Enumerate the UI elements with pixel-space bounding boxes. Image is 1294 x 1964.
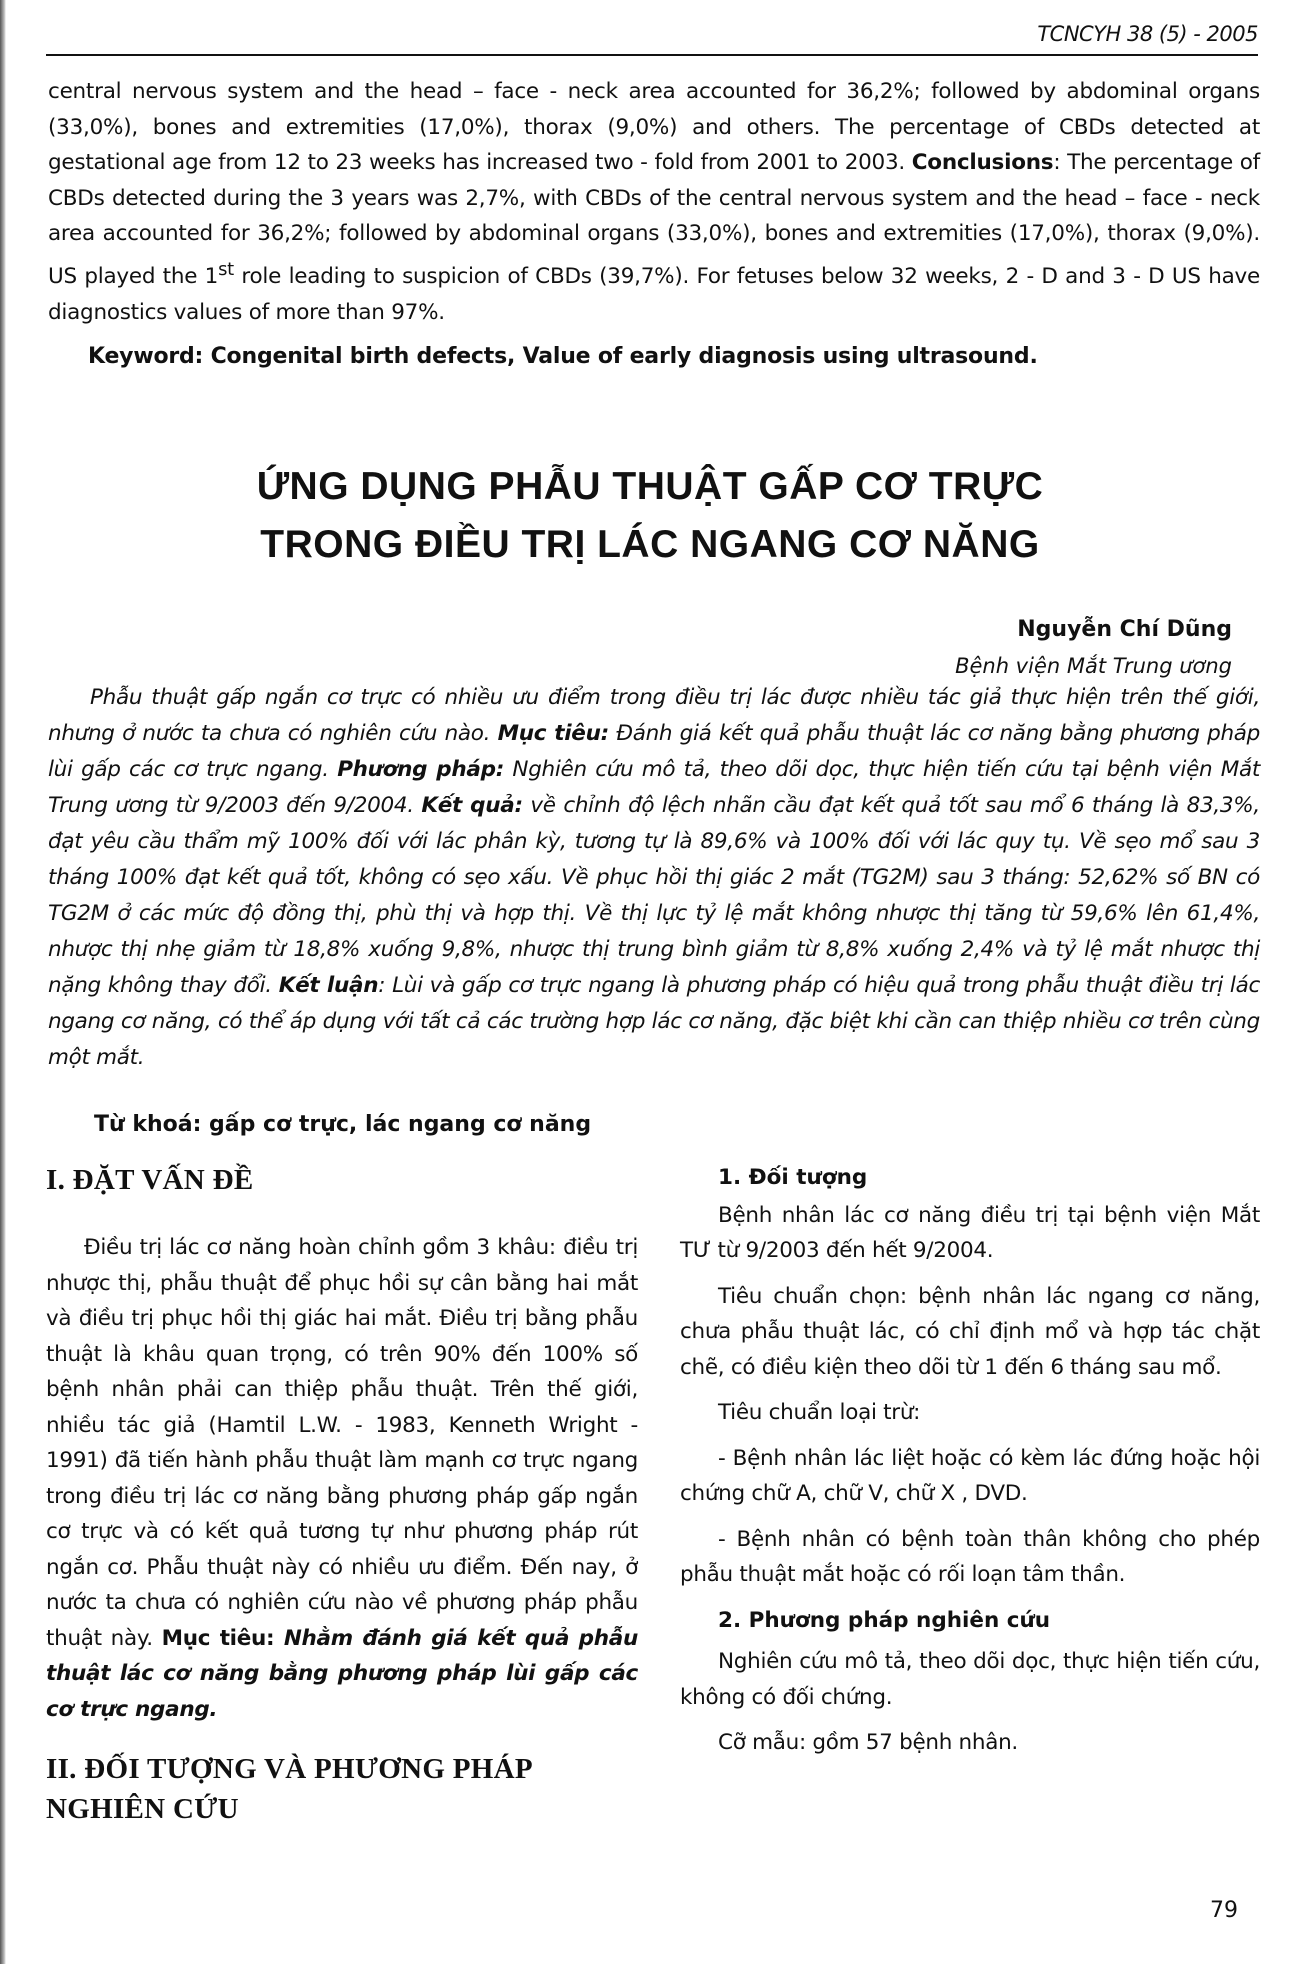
section-2-heading-line-2: NGHIÊN CỨU <box>46 1793 239 1825</box>
journal-header: TCNCYH 38 (5) - 2005 <box>1037 22 1258 46</box>
author-name: Nguyễn Chí Dũng <box>1017 617 1232 642</box>
conclusions-text: : The percentage of CBDs detected during the 3 years was 2,7%, with CBDs of the central nervous system and the head – face - neck area accounted for 36,2%; followed by abdominal organs (33,0%), bones and extremities (17,0%), thorax (9,0%). US played the 1 <box>48 150 1260 290</box>
section-2-heading-line-1: II. ĐỐI TƯỢNG VÀ PHƯƠNG PHÁP <box>46 1753 533 1785</box>
method-label: Phương pháp: <box>337 757 505 782</box>
author-affiliation: Bệnh viện Mắt Trung ương <box>955 654 1232 678</box>
ordinal-superscript: st <box>218 258 234 280</box>
section-2-heading <box>46 1749 638 1829</box>
right-column <box>680 1160 1260 1761</box>
english-abstract <box>48 74 1260 330</box>
section-1-text: Điều trị lác cơ năng hoàn chỉnh gồm 3 khâu: điều trị nhược thị, phẫu thuật để phục hồi sự cân bằng hai mắt và điều trị phục hồi thị giác hai mắt. Điều trị bằng phẫu thuật là khâu quan trọng, có trên 90% đến 100% số bệnh nhân phải can thiệp phẫu thuật. Trên thế giới, nhiều tác giả (Hamtil L.W. - 1983, Kenneth Wright - 1991) đã tiến hành phẫu thuật làm mạnh cơ trực ngang trong điều trị lác cơ năng bằng phương pháp gấp ngắn cơ trực và có kết quả tương tự như phương pháp rút ngắn cơ. Phẫu thuật này có nhiều ưu điểm. Đến nay, ở nước ta chưa có nghiên cứu nào về phương pháp phẫu thuật này. <box>46 1235 638 1651</box>
results-label: Kết quả: <box>421 793 523 818</box>
method-text: Nghiên cứu mô tả, theo dõi dọc, thực hiện tiến cứu tại bệnh viện Mắt Trung ương từ 9/2003 đến 9/2004. <box>48 757 1261 818</box>
header-rule <box>46 54 1258 56</box>
english-keywords: Keyword: Congenital birth defects, Value of early diagnosis using ultrasound. <box>88 344 1038 369</box>
objective-text: Đánh giá kết quả phẫu thuật lác cơ năng bằng phương pháp lùi gấp các cơ trực ngang. <box>48 721 1260 782</box>
method-paragraph: Nghiên cứu mô tả, theo dõi dọc, thực hiện tiến cứu, không có đối chứng. <box>680 1649 1260 1710</box>
section-1-heading: I. ĐẶT VẤN ĐỀ <box>46 1164 254 1196</box>
results-text: về chỉnh độ lệch nhãn cầu đạt kết quả tốt sau mổ 6 tháng là 83,3%, đạt yêu cầu thẩm mỹ 100% đối với lác phân kỳ, tương tự là 89,6% và 100% đối với lác quy tụ. Về sẹo mổ sau 3 tháng 100% đạt kết quả tốt, không có sẹo xấu. Về phục hồi thị giác 2 mắt (TG2M) sau 3 tháng: 52,62% số BN có TG2M ở các mức độ đồng thị, phù thị và hợp thị. Về thị lực tỷ lệ mắt không nhược thị tăng từ 59,6% lên 61,4%, nhược thị nhẹ giảm từ 18,8% xuống 9,8%, nhược thị trung bình giảm từ 8,8% xuống 2,4% và tỷ lệ mắt nhược thị nặng không thay đổi. <box>48 793 1260 998</box>
sample-size-paragraph: Cỡ mẫu: gồm 57 bệnh nhân. <box>718 1730 1018 1755</box>
inclusion-criteria: Tiêu chuẩn chọn: bệnh nhân lác ngang cơ năng, chưa phẫu thuật lác, có chỉ định mổ và hợp tác chặt chẽ, có điều kiện theo dõi từ 1 đến 6 tháng sau mổ. <box>680 1283 1260 1380</box>
english-abstract-text: central nervous system and the head – face - neck area accounted for 36,2%; followed by abdominal organs (33,0%), bones and extremities (17,0%), thorax (9,0%) and others. The percentage of CBDs detected at gestational age from 12 to 23 weeks has increased two - fold from 2001 to 2003. <box>48 79 1260 176</box>
section-1-objective-label: Mục tiêu: <box>161 1625 275 1651</box>
title-line-1: ỨNG DỤNG PHẪU THUẬT GẤP CƠ TRỰC <box>256 465 1044 508</box>
exclusion-item-2: - Bệnh nhân có bệnh toàn thân không cho phép phẫu thuật mắt hoặc có rối loạn tâm thần. <box>680 1526 1260 1587</box>
title-line-2: TRONG ĐIỀU TRỊ LÁC NGANG CƠ NĂNG <box>260 523 1040 566</box>
vietnamese-keywords: Từ khoá: gấp cơ trực, lác ngang cơ năng <box>94 1112 592 1137</box>
abstract-intro: Phẫu thuật gấp ngắn cơ trực có nhiều ưu điểm trong điều trị lác được nhiều tác giả thực hiện trên thế giới, nhưng ở nước ta chưa có nghiên cứu nào. <box>48 685 1260 746</box>
section-1-body <box>46 1230 638 1727</box>
conclusion-text: : Lùi và gấp cơ trực ngang là phương pháp có hiệu quả trong phẫu thuật điều trị lác ngang cơ năng, có thể áp dụng với tất cả các trường hợp lác cơ năng, đặc biệt khi cần can thiệp nhiều cơ trên cùng một mắt. <box>48 973 1260 1070</box>
conclusions-tail: role leading to suspicion of CBDs (39,7%). For fetuses below 32 weeks, 2 - D and 3 - D US have diagnostics values of more than 97%. <box>48 264 1260 325</box>
exclusion-item-1: - Bệnh nhân lác liệt hoặc có kèm lác đứng hoặc hội chứng chữ A, chữ V, chữ X , DVD. <box>680 1445 1260 1506</box>
section-1-objective-text: Nhằm đánh giá kết quả phẫu thuật lác cơ năng bằng phương pháp lùi gấp các cơ trực ngang. <box>46 1625 638 1722</box>
conclusion-label: Kết luận <box>278 973 379 998</box>
exclusion-criteria-label: Tiêu chuẩn loại trừ: <box>718 1400 921 1425</box>
article-title <box>240 458 1060 574</box>
left-column <box>46 1160 638 1829</box>
subsection-1-heading: 1. Đối tượng <box>718 1165 868 1190</box>
page-number: 79 <box>1210 1898 1238 1923</box>
vietnamese-abstract <box>48 680 1260 1076</box>
conclusions-label: Conclusions <box>911 150 1054 176</box>
participants-paragraph: Bệnh nhân lác cơ năng điều trị tại bệnh viện Mắt TƯ từ 9/2003 đến hết 9/2004. <box>680 1202 1260 1263</box>
objective-label: Mục tiêu: <box>497 721 609 746</box>
scan-binding-edge <box>0 0 6 1964</box>
subsection-2-heading: 2. Phương pháp nghiên cứu <box>718 1607 1051 1633</box>
